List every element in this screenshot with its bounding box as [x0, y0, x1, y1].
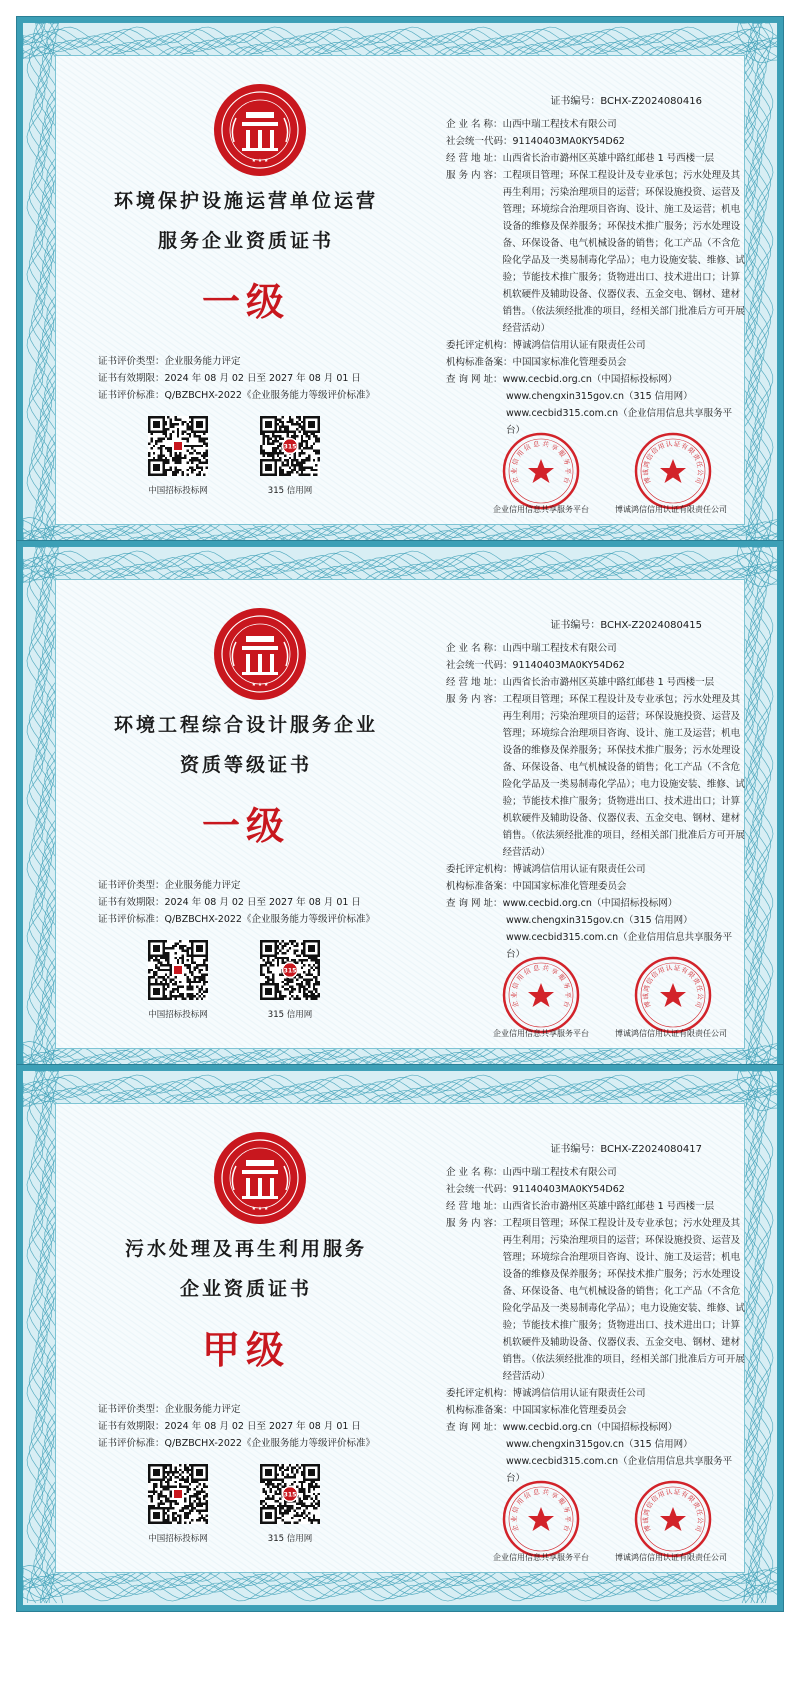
svg-text:有: 有 [679, 441, 690, 452]
certificate-level: 一级 [201, 804, 290, 848]
svg-text:用: 用 [656, 965, 667, 976]
svg-text:博: 博 [642, 1523, 653, 1533]
svg-text:证: 证 [673, 963, 681, 973]
info-label: 委托评定机构： [446, 340, 513, 351]
meta-row: 证书评价类型：企业服务能力评定 [98, 1404, 241, 1415]
emblem-seal-icon [212, 82, 308, 178]
meta-row: 证书有效期限：2024 年 08 月 02 日至 2027 年 08 月 01 日 [98, 1421, 361, 1432]
red-star-seal-icon [501, 1479, 581, 1559]
info-value: www.cecbid315.com.cn（企业信用信息共享服务平台） [506, 1456, 733, 1484]
info-row [446, 1385, 746, 1402]
svg-text:限: 限 [686, 445, 697, 457]
info-row [446, 1436, 746, 1453]
info-label: 查 询 网 址： [446, 1422, 503, 1433]
seal-caption: 博诚鸿信信用认证有限责任公司 [615, 1029, 727, 1038]
info-row [446, 388, 746, 405]
svg-text:服: 服 [556, 1496, 567, 1507]
svg-text:信: 信 [649, 445, 660, 457]
svg-text:业: 业 [510, 467, 518, 475]
info-row [446, 1419, 746, 1436]
svg-text:务: 务 [561, 981, 572, 991]
info-label: 企 业 名 称： [446, 119, 503, 130]
svg-text:信: 信 [644, 1500, 655, 1511]
info-row [446, 1198, 746, 1215]
svg-text:享: 享 [549, 442, 560, 453]
info-value: 工程项目管理；环保工程设计及专业承包；污水处理及其再生利用；污染治理项目的运营；环保设施投资、运营及管理；环境综合治理项目咨询、设计、施工及运营；机电设备的维修及保养服务；环保技术推广服务；污水处理设备、环保设备、电气机械设备的销售；化工产品（不含危险化学品及一类易制毒化学品）；电力设施安装、维修、试验；节能技术推广服务；货物进出口、技术进出口；计算机软硬件及辅助设备、仪器仪表、五金交电、钢材、建材销售。（依法须经批准的项目，经相关部门批准后方可开展经营活动） [502, 170, 745, 334]
svg-text:证: 证 [673, 439, 681, 449]
svg-text:用: 用 [515, 972, 526, 983]
svg-text:司: 司 [693, 1523, 704, 1533]
info-label: 委托评定机构： [446, 1388, 513, 1399]
info-label: 查 询 网 址： [446, 898, 503, 909]
info-label: 机构标准备案： [446, 1405, 513, 1416]
qr-code-icon [148, 416, 208, 476]
svg-text:务: 务 [561, 1505, 572, 1515]
info-value: 91140403MA0KY54D62 [512, 136, 625, 147]
info-row [446, 1402, 746, 1419]
certificate-meta [98, 353, 375, 404]
certificate-body [55, 579, 745, 1049]
info-label: 经 营 地 址： [446, 677, 503, 688]
svg-text:限: 限 [686, 1493, 697, 1505]
certificate-3 [16, 1064, 784, 1612]
qr-code-icon [260, 416, 320, 476]
info-value: 山西中瑞工程技术有限公司 [502, 643, 617, 654]
svg-text:平: 平 [564, 1515, 572, 1523]
info-value: 山西省长治市潞州区英雄中路红邮巷 1 号西楼一层 [502, 1201, 715, 1212]
info-label: 社会统一代码： [446, 1184, 513, 1195]
svg-text:台: 台 [561, 999, 572, 1009]
qr-caption: 315 信用网 [267, 1010, 313, 1020]
info-row [446, 674, 746, 691]
red-star-seal-icon [501, 955, 581, 1035]
svg-text:公: 公 [695, 992, 705, 1000]
svg-text:证: 证 [673, 1487, 681, 1497]
svg-text:博: 博 [642, 999, 653, 1009]
qr-caption: 315 信用网 [267, 1534, 313, 1544]
certificate-body [55, 1103, 745, 1573]
info-row [446, 691, 746, 861]
svg-text:业: 业 [510, 991, 518, 999]
qr-caption: 中国招标投标网 [148, 1010, 208, 1020]
certificate-title-line2: 企业资质证书 [179, 1278, 312, 1300]
info-value: 博诚鸿信信用认证有限责任公司 [512, 1388, 646, 1399]
qr-caption: 中国招标投标网 [148, 1534, 208, 1544]
svg-text:共: 共 [541, 963, 550, 973]
svg-text:信: 信 [522, 442, 533, 453]
svg-text:平: 平 [564, 991, 572, 999]
svg-text:服: 服 [556, 448, 567, 459]
emblem-seal-icon [212, 606, 308, 702]
svg-text:任: 任 [694, 1508, 704, 1517]
certificate-1 [16, 16, 784, 564]
svg-text:企: 企 [510, 1523, 521, 1533]
svg-text:315: 315 [283, 1491, 297, 1499]
svg-text:信: 信 [522, 1490, 533, 1501]
info-row [446, 116, 746, 133]
info-value: www.chengxin315gov.cn（315 信用网） [506, 915, 693, 926]
seal-caption: 企业信用信息共享服务平台 [493, 1553, 589, 1562]
svg-text:信: 信 [510, 457, 521, 467]
certificate-meta [98, 1401, 375, 1452]
svg-text:认: 认 [665, 963, 673, 973]
svg-text:鸿: 鸿 [642, 984, 652, 993]
info-label: 委托评定机构： [446, 864, 513, 875]
svg-text:用: 用 [515, 1496, 526, 1507]
svg-text:信: 信 [644, 452, 655, 463]
info-value: www.cecbid315.com.cn（企业信用信息共享服务平台） [506, 408, 733, 436]
svg-text:务: 务 [561, 457, 572, 467]
info-label: 经 营 地 址： [446, 153, 503, 164]
svg-text:任: 任 [694, 460, 704, 469]
meta-row: 证书有效期限：2024 年 08 月 02 日至 2027 年 08 月 01 日 [98, 897, 361, 908]
info-value: www.cecbid.org.cn（中国招标投标网） [502, 898, 678, 909]
meta-row: 证书评价类型：企业服务能力评定 [98, 880, 241, 891]
svg-text:博: 博 [642, 475, 653, 485]
svg-text:责: 责 [691, 976, 702, 987]
company-info [446, 1164, 746, 1487]
info-value: 博诚鸿信信用认证有限责任公司 [512, 340, 646, 351]
meta-row: 证书评价标准：Q/BZBCHX-2022《企业服务能力等级评价标准》 [98, 1438, 375, 1449]
info-row [446, 354, 746, 371]
svg-text:315: 315 [283, 443, 297, 451]
info-value: 山西中瑞工程技术有限公司 [502, 119, 617, 130]
meta-row: 证书评价类型：企业服务能力评定 [98, 356, 241, 367]
info-label: 社会统一代码： [446, 660, 513, 671]
svg-text:鸿: 鸿 [642, 460, 652, 469]
seal-caption: 博诚鸿信信用认证有限责任公司 [615, 1553, 727, 1562]
certificate-title-line1: 环境工程综合设计服务企业 [113, 714, 378, 736]
info-value: 工程项目管理；环保工程设计及专业承包；污水处理及其再生利用；污染治理项目的运营；环保设施投资、运营及管理；环境综合治理项目咨询、设计、施工及运营；机电设备的维修及保养服务；环保技术推广服务；污水处理设备、环保设备、电气机械设备的销售；化工产品（不含危险化学品及一类易制毒化学品）；电力设施安装、维修、试验；节能技术推广服务；货物进出口、技术进出口；计算机软硬件及辅助设备、仪器仪表、五金交电、钢材、建材销售。（依法须经批准的项目，经相关部门批准后方可开展经营活动） [502, 1218, 745, 1382]
svg-text:责: 责 [691, 452, 702, 463]
info-row [446, 150, 746, 167]
certificate-title-line2: 资质等级证书 [179, 754, 312, 776]
meta-row: 证书评价标准：Q/BZBCHX-2022《企业服务能力等级评价标准》 [98, 914, 375, 925]
svg-text:息: 息 [532, 1487, 541, 1497]
info-label: 企 业 名 称： [446, 643, 503, 654]
info-row [446, 1181, 746, 1198]
svg-text:诚: 诚 [641, 992, 651, 1000]
seal-caption: 企业信用信息共享服务平台 [493, 1029, 589, 1038]
certificate-2 [16, 540, 784, 1088]
info-row [446, 657, 746, 674]
meta-row: 证书有效期限：2024 年 08 月 02 日至 2027 年 08 月 01 日 [98, 373, 361, 384]
svg-text:公: 公 [695, 1516, 705, 1524]
svg-text:用: 用 [656, 1489, 667, 1500]
svg-text:★ ★ ★: ★ ★ ★ [251, 1206, 269, 1212]
qr-code-icon [260, 940, 320, 1000]
svg-text:诚: 诚 [641, 1516, 651, 1524]
red-star-seal-icon [633, 1479, 713, 1559]
svg-text:息: 息 [532, 963, 541, 973]
svg-text:鸿: 鸿 [642, 1508, 652, 1517]
svg-text:享: 享 [549, 1490, 560, 1501]
info-row [446, 133, 746, 150]
svg-text:信: 信 [649, 1493, 660, 1505]
certificate-title-line1: 环境保护设施运营单位运营 [113, 190, 378, 212]
svg-text:用: 用 [656, 441, 667, 452]
info-row [446, 1164, 746, 1181]
info-value: 91140403MA0KY54D62 [512, 660, 625, 671]
info-label: 服 务 内 容： [446, 694, 503, 705]
info-row [446, 167, 746, 337]
info-value: 中国国家标准化管理委员会 [512, 1405, 627, 1416]
qr-code-icon [148, 1464, 208, 1524]
info-row [446, 878, 746, 895]
info-label: 机构标准备案： [446, 881, 513, 892]
svg-text:任: 任 [694, 984, 704, 993]
info-value: www.cecbid.org.cn（中国招标投标网） [502, 1422, 678, 1433]
info-value: 山西省长治市潞州区英雄中路红邮巷 1 号西楼一层 [502, 153, 715, 164]
info-value: 工程项目管理；环保工程设计及专业承包；污水处理及其再生利用；污染治理项目的运营；环保设施投资、运营及管理；环境综合治理项目咨询、设计、施工及运营；机电设备的维修及保养服务；环保技术推广服务；污水处理设备、环保设备、电气机械设备的销售；化工产品（不含危险化学品及一类易制毒化学品）；电力设施安装、维修、试验；节能技术推广服务；货物进出口、技术进出口；计算机软硬件及辅助设备、仪器仪表、五金交电、钢材、建材销售。（依法须经批准的项目，经相关部门批准后方可开展经营活动） [502, 694, 745, 858]
qr-caption: 中国招标投标网 [148, 486, 208, 496]
certificate-number: 证书编号：BCHX-Z2024080417 [550, 1144, 702, 1155]
svg-text:共: 共 [541, 439, 550, 449]
info-value: 山西中瑞工程技术有限公司 [502, 1167, 617, 1178]
info-label: 企 业 名 称： [446, 1167, 503, 1178]
svg-text:有: 有 [679, 965, 690, 976]
svg-text:信: 信 [510, 1505, 521, 1515]
certificate-body [55, 55, 745, 525]
svg-text:平: 平 [564, 467, 572, 475]
info-value: 91140403MA0KY54D62 [512, 1184, 625, 1195]
info-label: 服 务 内 容： [446, 170, 503, 181]
certificate-level: 甲级 [201, 1328, 290, 1372]
emblem-seal-icon [212, 1130, 308, 1226]
certificate-level: 一级 [201, 280, 290, 324]
certificate-meta [98, 877, 375, 928]
info-label: 机构标准备案： [446, 357, 513, 368]
info-value: 山西省长治市潞州区英雄中路红邮巷 1 号西楼一层 [502, 677, 715, 688]
info-row [446, 912, 746, 929]
svg-text:有: 有 [679, 1489, 690, 1500]
meta-row: 证书评价标准：Q/BZBCHX-2022《企业服务能力等级评价标准》 [98, 390, 375, 401]
info-row [446, 1215, 746, 1385]
svg-text:认: 认 [665, 1487, 673, 1497]
info-value: www.cecbid315.com.cn（企业信用信息共享服务平台） [506, 932, 733, 960]
svg-text:企: 企 [510, 475, 521, 485]
info-row [446, 895, 746, 912]
info-row [446, 337, 746, 354]
svg-text:信: 信 [522, 966, 533, 977]
svg-text:司: 司 [693, 475, 704, 485]
svg-text:315: 315 [283, 967, 297, 975]
svg-text:息: 息 [532, 439, 541, 449]
red-star-seal-icon [633, 955, 713, 1035]
qr-caption: 315 信用网 [267, 486, 313, 496]
certificate-title-line2: 服务企业资质证书 [157, 230, 334, 252]
svg-text:责: 责 [691, 1500, 702, 1511]
svg-text:★ ★ ★: ★ ★ ★ [251, 682, 269, 688]
svg-text:用: 用 [515, 448, 526, 459]
red-star-seal-icon [633, 431, 713, 511]
info-row [446, 861, 746, 878]
info-label: 查 询 网 址： [446, 374, 503, 385]
info-label: 服 务 内 容： [446, 1218, 503, 1229]
certificate-number: 证书编号：BCHX-Z2024080415 [550, 620, 702, 631]
svg-text:★ ★ ★: ★ ★ ★ [251, 158, 269, 164]
svg-text:业: 业 [510, 1515, 518, 1523]
svg-text:诚: 诚 [641, 468, 651, 476]
info-label: 社会统一代码： [446, 136, 513, 147]
info-value: 中国国家标准化管理委员会 [512, 881, 627, 892]
seal-caption: 博诚鸿信信用认证有限责任公司 [615, 505, 727, 514]
svg-text:限: 限 [686, 969, 697, 981]
info-row [446, 640, 746, 657]
red-star-seal-icon [501, 431, 581, 511]
svg-text:享: 享 [549, 966, 560, 977]
certificate-title-line1: 污水处理及再生利用服务 [124, 1238, 367, 1260]
info-value: www.cecbid.org.cn（中国招标投标网） [502, 374, 678, 385]
svg-text:信: 信 [510, 981, 521, 991]
info-row [446, 371, 746, 388]
svg-text:认: 认 [665, 439, 673, 449]
info-label: 经 营 地 址： [446, 1201, 503, 1212]
company-info [446, 116, 746, 439]
qr-code-icon [148, 940, 208, 1000]
info-value: www.chengxin315gov.cn（315 信用网） [506, 391, 693, 402]
svg-text:公: 公 [695, 468, 705, 476]
svg-text:司: 司 [693, 999, 704, 1009]
info-value: 博诚鸿信信用认证有限责任公司 [512, 864, 646, 875]
svg-text:信: 信 [649, 969, 660, 981]
info-value: 中国国家标准化管理委员会 [512, 357, 627, 368]
info-value: www.chengxin315gov.cn（315 信用网） [506, 1439, 693, 1450]
certificate-number: 证书编号：BCHX-Z2024080416 [550, 96, 702, 107]
svg-text:信: 信 [644, 976, 655, 987]
qr-code-icon [260, 1464, 320, 1524]
svg-text:服: 服 [556, 972, 567, 983]
svg-text:企: 企 [510, 999, 521, 1009]
seal-caption: 企业信用信息共享服务平台 [493, 505, 589, 514]
company-info [446, 640, 746, 963]
svg-text:台: 台 [561, 1523, 572, 1533]
svg-text:台: 台 [561, 475, 572, 485]
svg-text:共: 共 [541, 1487, 550, 1497]
